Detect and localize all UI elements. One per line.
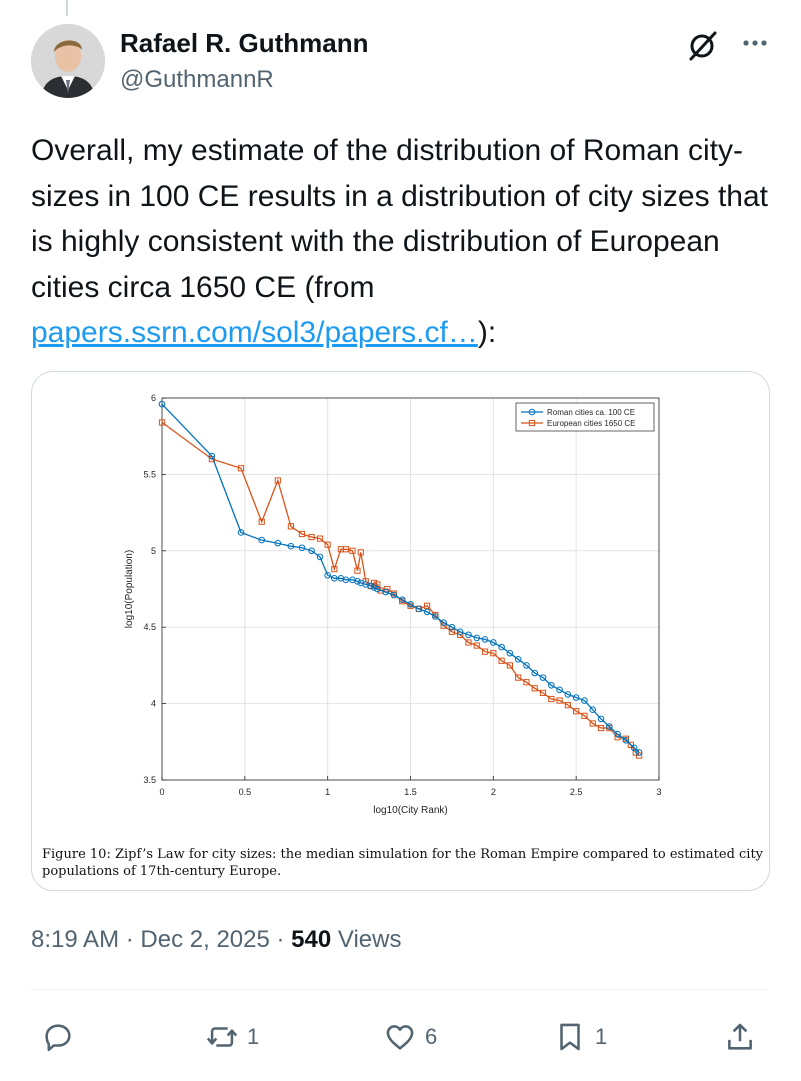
legend-label: Roman cities ca. 100 CE — [547, 408, 636, 417]
zipf-chart — [32, 372, 769, 842]
views-count: 540 — [291, 926, 332, 953]
reply-button[interactable] — [41, 1010, 75, 1064]
x-tick-label: 1.5 — [404, 787, 417, 797]
x-tick-label: 2 — [490, 787, 496, 797]
x-tick-label: 3 — [656, 787, 662, 797]
tweet-text — [31, 128, 776, 356]
tweet-text-body: Overall, my estimate of the distribution of Roman city-sizes in 100 CE results in a distribution of city sizes that is highly consistent with the distribution of European cities circa 1650 CE (from — [31, 134, 768, 304]
bookmark-count: 1 — [595, 1024, 608, 1049]
retweet-button[interactable] — [205, 1010, 259, 1064]
thread-connector-line — [66, 0, 68, 16]
x-tick-label: 2.5 — [569, 787, 583, 797]
bookmark-button[interactable] — [553, 1010, 607, 1064]
x-tick-label: 0.5 — [238, 787, 252, 797]
y-tick-label: 5.5 — [143, 469, 156, 480]
y-tick-label: 4 — [150, 698, 156, 709]
tweet-time[interactable]: 8:19 AM — [31, 926, 120, 953]
tweet-metadata — [31, 926, 401, 954]
grok-icon[interactable] — [686, 28, 720, 62]
tweet-date[interactable]: Dec 2, 2025 — [140, 926, 270, 953]
meta-separator: · — [276, 926, 292, 953]
tweet-text-tail: ): — [477, 316, 497, 349]
avatar[interactable] — [31, 24, 105, 98]
author-name[interactable]: Rafael R. Guthmann — [120, 28, 369, 58]
y-tick-label: 5 — [150, 545, 156, 556]
reply-icon — [41, 1020, 75, 1054]
x-axis-label: log10(City Rank) — [373, 805, 448, 816]
heart-icon — [383, 1020, 417, 1054]
divider — [31, 989, 768, 990]
tweet-link[interactable]: papers.ssrn.com/sol3/papers.cf… — [31, 316, 478, 349]
more-options-icon[interactable] — [738, 26, 772, 60]
retweet-count: 1 — [247, 1024, 260, 1049]
figure-caption: Figure 10: Zipf’s Law for city sizes: the median simulation for the Roman Empire compared to estimated city populations of 17th-century Europe. — [42, 847, 764, 879]
legend-label: European cities 1650 CE — [547, 419, 636, 428]
views-label: Views — [337, 926, 402, 953]
share-button[interactable] — [723, 1010, 757, 1064]
y-tick-label: 3.5 — [143, 775, 156, 785]
bookmark-icon — [553, 1020, 587, 1054]
like-count: 6 — [425, 1024, 438, 1049]
y-tick-label: 6 — [150, 393, 156, 403]
action-bar — [31, 1010, 768, 1064]
author-handle[interactable]: @GuthmannR — [120, 66, 274, 93]
like-button[interactable] — [383, 1010, 437, 1064]
retweet-icon — [205, 1020, 239, 1054]
media-card[interactable] — [31, 371, 770, 891]
share-icon — [723, 1020, 757, 1054]
y-axis-label: log10(Population) — [124, 549, 135, 629]
x-tick-label: 0 — [159, 787, 165, 797]
x-tick-label: 1 — [325, 787, 331, 797]
meta-separator: · — [125, 926, 141, 953]
y-tick-label: 4.5 — [143, 622, 156, 633]
